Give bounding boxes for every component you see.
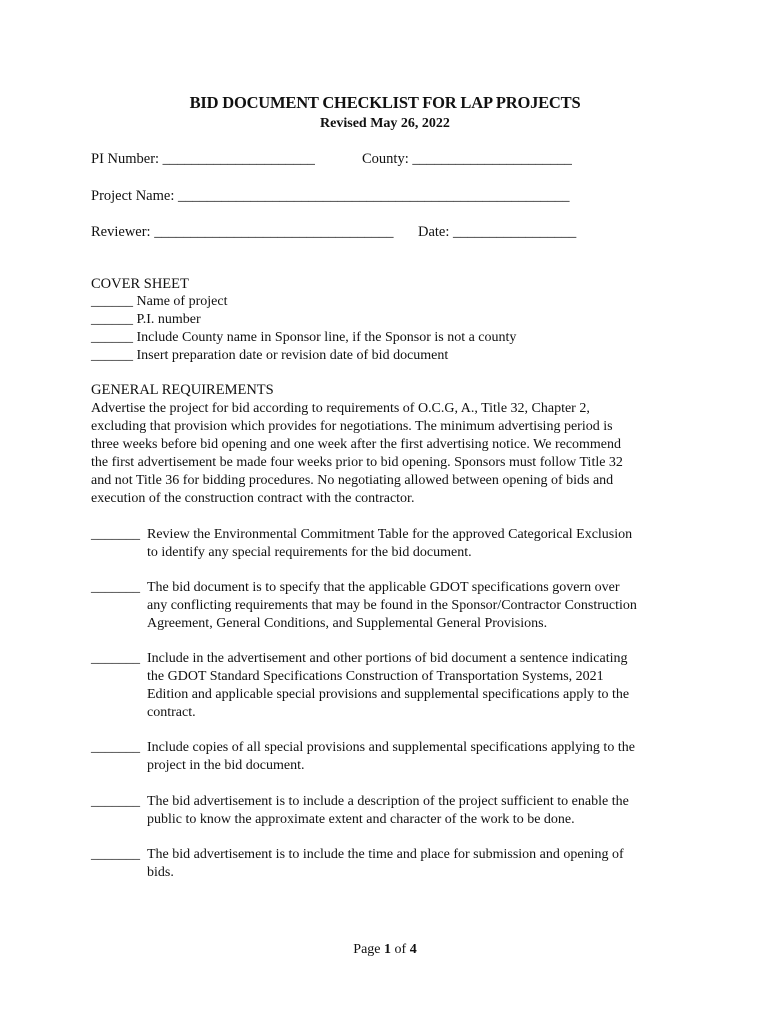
checklist-blank: _______ xyxy=(91,527,140,542)
paragraph-line: and not Title 36 for bidding procedures. No negotiating allowed between opening of bids and xyxy=(91,473,614,488)
page-number: 1 xyxy=(384,942,392,957)
checklist-line: bids. xyxy=(147,865,174,880)
checklist-line: Review the Environmental Commitment Table for the approved Categorical Exclusion xyxy=(147,527,633,542)
of-word: of xyxy=(394,942,407,957)
general-requirements-paragraph xyxy=(91,400,681,508)
checklist-blank: _______ xyxy=(91,740,140,755)
checklist-line: any conflicting requirements that may be found in the Sponsor/Contractor Construction xyxy=(147,598,637,613)
checklist-line: public to know the approximate extent and character of the work to be done. xyxy=(147,812,575,827)
checklist-line: to identify any special requirements for the bid document. xyxy=(147,545,472,560)
cover-sheet-item: ______ Name of project xyxy=(91,294,228,309)
page-footer xyxy=(0,942,770,958)
document-subtitle: Revised May 26, 2022 xyxy=(320,116,450,131)
checklist-line: contract. xyxy=(147,705,196,720)
page-word: Page xyxy=(353,942,381,957)
cover-sheet-item: ______ Insert preparation date or revision date of bid document xyxy=(91,348,449,363)
checklist-blank: _______ xyxy=(91,580,140,595)
checklist-text xyxy=(147,739,687,775)
paragraph-line: the first advertisement be made four weeks prior to bid opening. Sponsors must follow Title 32 xyxy=(91,455,623,470)
pi-number-field: PI Number: _____________________ xyxy=(91,151,315,167)
checklist-line: Agreement, General Conditions, and Supplemental General Provisions. xyxy=(147,616,548,631)
paragraph-line: execution of the construction contract with the contractor. xyxy=(91,491,415,506)
checklist-blank: _______ xyxy=(91,847,140,862)
checklist-text xyxy=(147,579,687,633)
paragraph-line: Advertise the project for bid according to requirements of O.C.G, A., Title 32, Chapter 2, xyxy=(91,401,590,416)
paragraph-line: three weeks before bid opening and one week after the first advertising notice. We recommend xyxy=(91,437,622,452)
project-name-field: Project Name: ______________________________________________________ xyxy=(91,188,570,204)
checklist-text xyxy=(147,650,687,722)
cover-sheet-heading: COVER SHEET xyxy=(91,276,189,292)
checklist-line: The bid advertisement is to include a description of the project sufficient to enable the xyxy=(147,794,629,809)
cover-sheet-item: ______ Include County name in Sponsor line, if the Sponsor is not a county xyxy=(91,330,517,345)
cover-sheet-item: ______ P.I. number xyxy=(91,312,201,327)
checklist-line: Edition and applicable special provisions and supplemental specifications apply to the xyxy=(147,687,630,702)
checklist-text xyxy=(147,793,687,829)
county-field: County: ______________________ xyxy=(362,151,572,167)
checklist-line: project in the bid document. xyxy=(147,758,305,773)
checklist-line: The bid document is to specify that the applicable GDOT specifications govern over xyxy=(147,580,620,595)
checklist-blank: _______ xyxy=(91,794,140,809)
general-requirements-heading: GENERAL REQUIREMENTS xyxy=(91,382,274,398)
checklist-blank: _______ xyxy=(91,651,140,666)
checklist-text xyxy=(147,846,687,882)
checklist-text xyxy=(147,526,687,562)
reviewer-field: Reviewer: _________________________________ xyxy=(91,224,394,240)
checklist-line: Include in the advertisement and other portions of bid document a sentence indicating xyxy=(147,651,628,666)
checklist-line: Include copies of all special provisions and supplemental specifications applying to the xyxy=(147,740,635,755)
total-pages: 4 xyxy=(409,942,417,957)
paragraph-line: excluding that provision which provides for negotiations. The minimum advertising period is xyxy=(91,419,613,434)
checklist-line: the GDOT Standard Specifications Construction of Transportation Systems, 2021 xyxy=(147,669,604,684)
document-title: BID DOCUMENT CHECKLIST FOR LAP PROJECTS xyxy=(189,93,581,112)
checklist-line: The bid advertisement is to include the time and place for submission and opening of xyxy=(147,847,624,862)
date-field: Date: _________________ xyxy=(418,224,577,240)
